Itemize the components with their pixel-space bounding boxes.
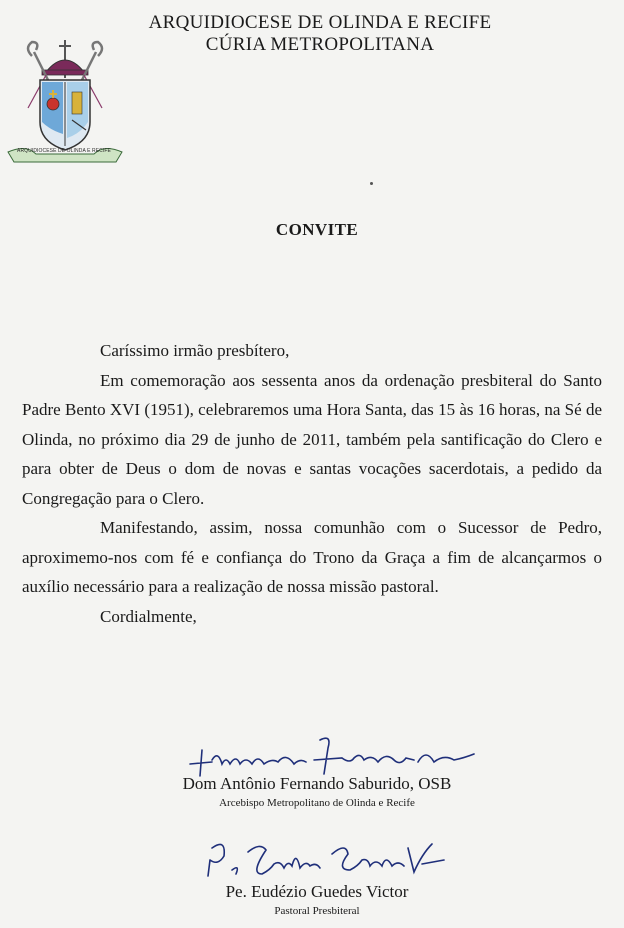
letterhead-line1: ARQUIDIOCESE DE OLINDA E RECIFE xyxy=(148,12,492,33)
paragraph-2: Manifestando, assim, nossa comunhão com o Sucessor de Pedro, aproximemo-nos com fé e confiança do Trono da Graça a fim de alcançarmos o auxílio necessário para a realização de nossa missão pastoral. xyxy=(22,518,602,596)
signature-1-handwritten xyxy=(182,730,482,780)
document-title: CONVITE xyxy=(275,220,359,239)
coat-of-arms-logo xyxy=(6,38,124,166)
greeting: Caríssimo irmão presbítero, xyxy=(100,341,290,360)
signatory-1-role: Arcebispo Metropolitano de Olinda e Recife xyxy=(219,797,415,809)
letterhead-line2: CÚRIA METROPOLITANA xyxy=(205,34,435,55)
paragraph-1: Em comemoração aos sessenta anos da ordenação presbiteral do Santo Padre Bento XVI (1951), celebraremos uma Hora Santa, das 15 às 16 horas, na Sé de Olinda, no próximo dia 29 de junho de 2011, também pela santificação do Clero e para obter de Deus o dom de novas e santas vocações sacerdotais, a pedido da Congregação para o Clero. xyxy=(22,370,602,508)
signatory-2-name: Pe. Eudézio Guedes Victor xyxy=(225,882,409,901)
coat-banner-text: ARQUIDIOCESE DE OLINDA E RECIFE xyxy=(17,148,111,154)
ink-speck xyxy=(370,182,373,185)
closing: Cordialmente, xyxy=(100,606,197,626)
signatory-1-name: Dom Antônio Fernando Saburido, OSB xyxy=(182,774,452,793)
letterhead xyxy=(120,12,520,56)
letter-body xyxy=(22,336,602,631)
signature-2-handwritten xyxy=(200,830,450,882)
signatory-2-role: Pastoral Presbiteral xyxy=(274,905,360,917)
